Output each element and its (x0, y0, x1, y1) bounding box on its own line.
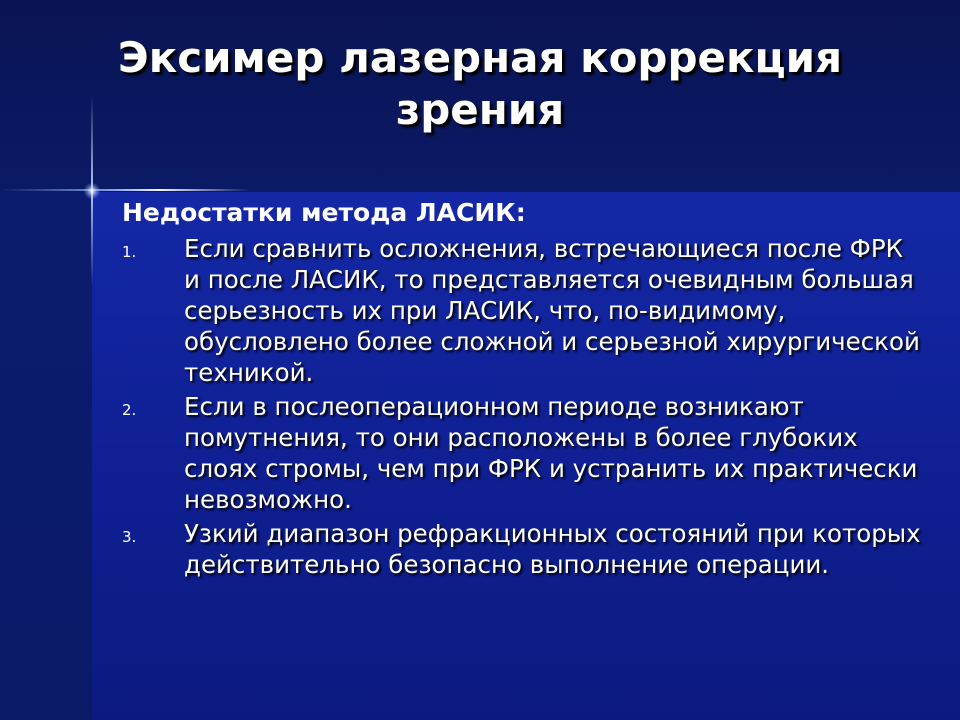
light-flare-horizontal (0, 189, 250, 191)
list-item (122, 518, 922, 580)
slide-title: Эксимер лазерная коррекция зрения (117, 33, 843, 134)
list-item (122, 233, 922, 388)
list-item-text: Если сравнить осложнения, встречающиеся после ФРК и после ЛАСИК, то представляется очевидным большая серьезность их при ЛАСИК, что, по-видимому, обусловлено более сложной и серьезной хирургической техникой. (184, 234, 920, 387)
light-flare-star-icon (84, 183, 100, 199)
list-item-number: 3. (122, 528, 137, 546)
list-item-number: 2. (122, 401, 137, 419)
background-left-band (0, 192, 92, 720)
list-item (122, 391, 922, 515)
list-item-number: 1. (122, 243, 137, 261)
disadvantages-list (122, 233, 922, 583)
list-item-text: Узкий диапазон рефракционных состояний при которых действительно безопасно выполнение операции. (184, 519, 921, 579)
list-item-text: Если в послеоперационном периоде возникают помутнения, то они расположены в более глубоких слоях стромы, чем при ФРК и устранить их практически невозможно. (184, 392, 918, 514)
slide-subtitle: Недостатки метода ЛАСИК: (122, 198, 526, 227)
